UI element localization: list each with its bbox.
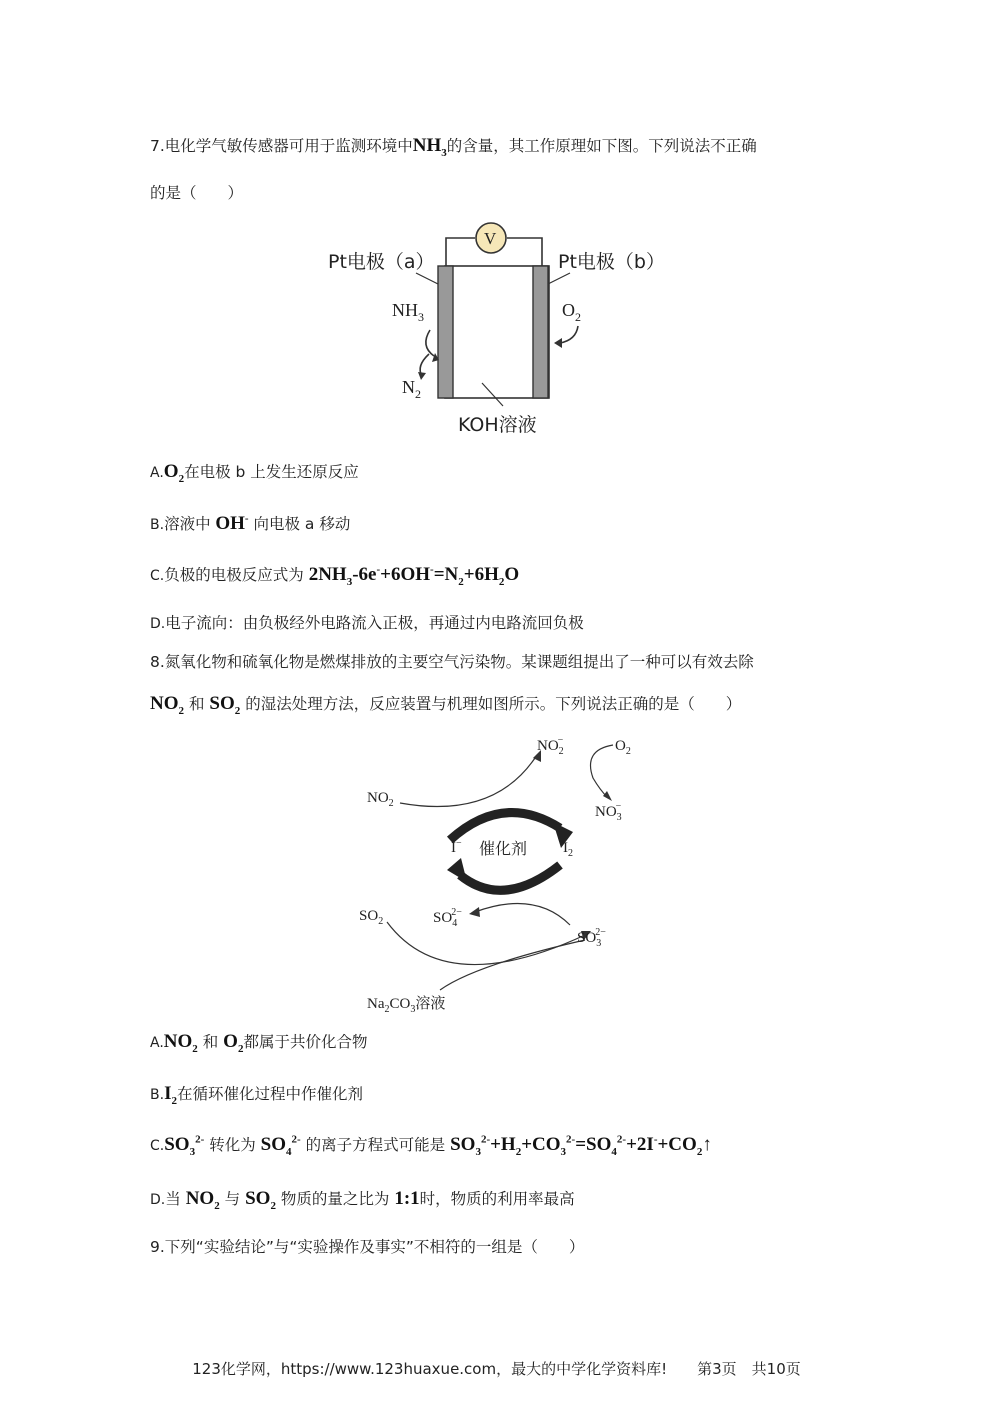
no2-label: $NO_2$ [367,790,394,809]
o2-label: $O_2$ [562,300,581,324]
q7-stem-line2: 的是（ ） [150,184,244,202]
catalyst-label: 催化剂 [479,839,528,858]
o2-formula: $O_2$ [163,461,185,485]
electrode-a [438,266,453,398]
sodium-carbonate-label: $Na_2CO_3$溶液 [367,994,446,1015]
q7-option-b[interactable]: B.溶液中 OH- 向电极 a 移动 [150,512,351,534]
koh-solution-label: KOH溶液 [458,414,537,436]
electrode-b [533,266,548,398]
oxygen-label: $O_2$ [615,738,631,757]
q7-stem-text1: 7.电化学气敏传感器可用于监测环境中 [150,137,413,155]
nitrate-label: $NO_3-$ [595,801,622,823]
q8-stem-line2: $NO_2$ 和 $SO_2$ 的湿法处理方法，反应装置与机理如图所示。下列说法正确的是（ ） [150,693,742,717]
nh3-formula: $NH_3$ [412,135,447,159]
sulfite-label: $SO_32-$ [577,927,606,949]
q7-option-c[interactable]: C.负极的电极反应式为 $2NH_3-6e^-+6OH^-=N_2+6H_2O$ [150,563,520,588]
q7-stem-text2: 的含量，其工作原理如下图。下列说法不正确 [446,137,757,155]
no2-formula: $NO_2$ [150,693,184,717]
sulfate-label: $SO_42-$ [433,907,462,929]
so2-label: $SO_2$ [359,908,384,927]
so2-formula: $SO_2$ [209,693,241,717]
nh3-label: $NH_3$ [392,300,424,324]
oh-formula: OH- [215,512,249,534]
q9-stem: 9.下列“实验结论”与“实验操作及事实”不相符的一组是（ ） [150,1238,585,1256]
q7-option-d[interactable]: D.电子流向：由负极经外电路流入正极，再通过内电路流回负极 [150,614,584,632]
q7-sensor-diagram [320,218,680,443]
nitrite-label: $NO_2-$ [537,735,564,757]
n2-label: $N_2$ [402,377,421,401]
iodide-label: I− [451,838,462,856]
electrode-b-label: Pt电极（b） [558,251,665,273]
q8-option-d[interactable]: D.当 $NO_2$ 与 $SO_2$ 物质的量之比为 1:1时，物质的利用率最高 [150,1188,575,1212]
iodine-label: $I_2$ [563,840,573,859]
ionic-equation: $SO_3^{2-}+H_2+CO_3^{2-}=SO_4^{2-}+2I^-+CO_2↑$ [450,1133,712,1158]
q8-option-a[interactable]: $A.NO_2$ 和 $O_2$都属于共价化合物 [150,1031,368,1055]
q7-option-a[interactable]: $A.O_2$在电极 b 上发生还原反应 [150,461,359,485]
q8-option-c[interactable]: $C.SO_3^{2-}$ 转化为 $SO_4^{2-}$ 的离子方程式可能是 $SO_3^{2-}+H_2+CO_3^{2-}=SO_4^{2-}+2I^-+CO_2↑$ [150,1133,712,1158]
q8-mechanism-diagram [355,730,655,1020]
page-footer: 123化学网，https://www.123huaxue.com，最大的中学化学资料库! 第3页 共10页 [192,1360,801,1378]
q8-option-b[interactable]: $B.I_2$在循环催化过程中作催化剂 [150,1083,363,1107]
voltmeter-label: V [484,229,497,248]
q8-stem-line1: 8.氮氧化物和硫氧化物是燃煤排放的主要空气污染物。某课题组提出了一种可以有效去除 [150,653,754,671]
anode-equation: $2NH_3-6e^-+6OH^-=N_2+6H_2O$ [308,563,520,588]
q7-stem-line1 [150,134,757,159]
electrode-a-label: Pt电极（a） [328,251,435,273]
